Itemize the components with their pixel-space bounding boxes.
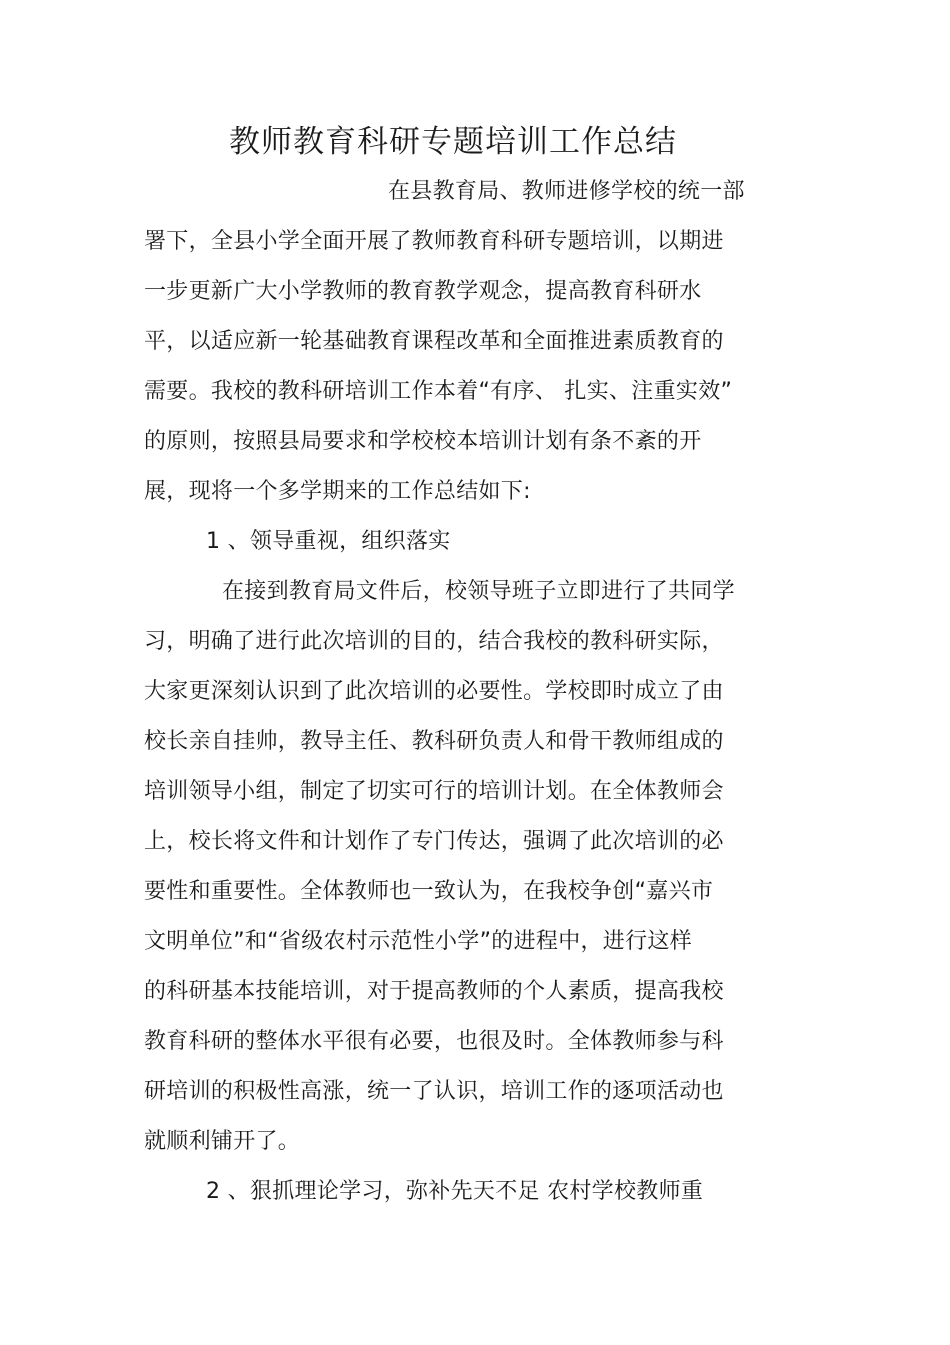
text-line-3: 一步更新广大小学教师的教育教学观念，提高教育科研水 [144,279,702,304]
text-line-19: 研培训的积极性高涨，统一了认识，培训工作的逐项活动也 [144,1079,724,1104]
text-line-18: 教育科研的整体水平很有必要，也很及时。全体教师参与科 [144,1029,724,1054]
text-line-14: 上，校长将文件和计划作了专门传达，强调了此次培训的必 [144,829,724,854]
text-line-4: 平，以适应新一轮基础教育课程改革和全面推进素质教育的 [144,329,724,354]
text-line-7: 展，现将一个多学期来的工作总结如下: [144,479,531,504]
text-line-11: 大家更深刻认识到了此次培训的必要性。学校即时成立了由 [144,679,724,704]
text-line-12: 校长亲自挂帅，教导主任、教科研负责人和骨干教师组成的 [144,729,724,754]
section-heading-2: 2 、狠抓理论学习，弥补先天不足 农村学校教师重 [206,1179,704,1204]
text-line-5: 需要。我校的教科研培训工作本着“有序、 扎实、注重实效” [144,379,733,404]
section-heading-1: 1 、领导重视，组织落实 [206,529,451,554]
text-line-17: 的科研基本技能培训，对于提高教师的个人素质，提高我校 [144,979,724,1004]
text-line-10: 习，明确了进行此次培训的目的，结合我校的教科研实际， [144,629,724,654]
text-line-9: 在接到教育局文件后，校领导班子立即进行了共同学 [222,579,735,604]
document-title: 教师教育科研专题培训工作总结 [229,124,677,160]
text-line-15: 要性和重要性。全体教师也一致认为，在我校争创“嘉兴市 [144,879,714,904]
text-line-20: 就顺利铺开了。 [144,1129,301,1154]
text-line-13: 培训领导小组，制定了切实可行的培训计划。在全体教师会 [144,779,724,804]
text-line-1: 在县教育局、教师进修学校的统一部 [388,179,745,204]
text-line-16: 文明单位”和“省级农村示范性小学”的进程中，进行这样 [144,929,692,954]
text-line-2: 署下，全县小学全面开展了教师教育科研专题培训，以期进 [144,229,724,254]
text-line-6: 的原则，按照县局要求和学校校本培训计划有条不紊的开 [144,429,702,454]
